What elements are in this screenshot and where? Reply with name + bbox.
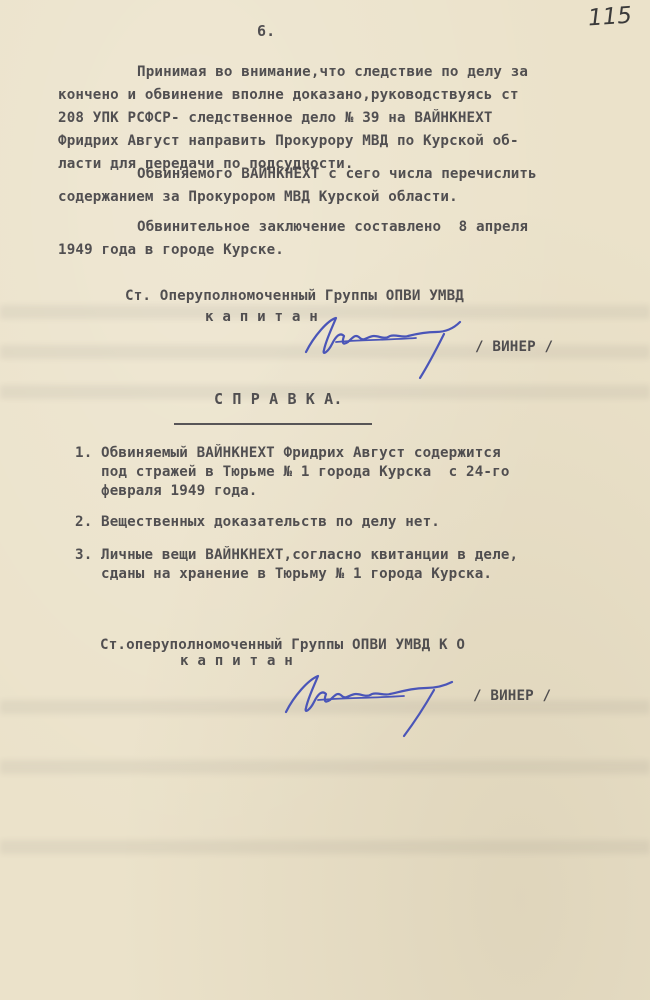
list-item-number: 1. (75, 445, 93, 461)
signatory-title: Ст. Оперуполномоченный Группы ОПВИ УМВД (125, 288, 464, 304)
signatory-title: Ст.оперуполномоченный Группы ОПВИ УМВД К О (100, 637, 466, 653)
heading-underline (174, 423, 372, 425)
list-item-line: сданы на хранение в Тюрьму № 1 города Курска. (101, 566, 493, 582)
paragraph-line: Обвиняемого ВАЙНКНЕХТ с сего числа перечислить (137, 166, 537, 182)
list-item-line: февраля 1949 года. (101, 483, 258, 499)
list-item-line: Вещественных доказательств по делу нет. (101, 514, 440, 530)
list-item-line: Личные вещи ВАЙНКНЕХТ,согласно квитанции в деле, (101, 547, 519, 563)
signature-1 (296, 306, 476, 386)
signature-2 (276, 664, 466, 744)
signatory-rank: к а п и т а н (205, 309, 318, 325)
paragraph-line: Фридрих Август направить Прокурору МВД по Курской об- (58, 133, 519, 149)
signatory-name: / ВИНЕР / (475, 339, 554, 355)
show-through-mark (0, 840, 650, 854)
list-item-number: 2. (75, 514, 93, 530)
paragraph-line: ласти для передачи по подсудности. (58, 156, 354, 172)
paragraph-line: 208 УПК РСФСР- следственное дело № 39 на ВАЙНКНЕХТ (58, 110, 493, 126)
list-item-line: Обвиняемый ВАЙНКНЕХТ Фридрих Август содержится (101, 445, 501, 461)
signatory-rank: к а п и т а н (180, 653, 293, 669)
paragraph-line: Обвинительное заключение составлено 8 апреля (137, 219, 529, 235)
archive-page-number: 115 (587, 2, 633, 32)
show-through-mark (0, 760, 650, 774)
paragraph-line: 1949 года в городе Курске. (58, 242, 284, 258)
paragraph-line: содержанием за Прокурором МВД Курской области. (58, 189, 458, 205)
list-item-line: под стражей в Тюрьме № 1 города Курска с 24-го (101, 464, 510, 480)
list-item-number: 3. (75, 547, 93, 563)
paragraph-line: кончено и обвинение вполне доказано,руководствуясь ст (58, 87, 519, 103)
spravka-heading: С П Р А В К А. (214, 390, 343, 408)
typed-page-number: 6. (257, 22, 276, 40)
signatory-name: / ВИНЕР / (473, 688, 552, 704)
paragraph-line: Принимая во внимание,что следствие по делу за (137, 64, 529, 80)
